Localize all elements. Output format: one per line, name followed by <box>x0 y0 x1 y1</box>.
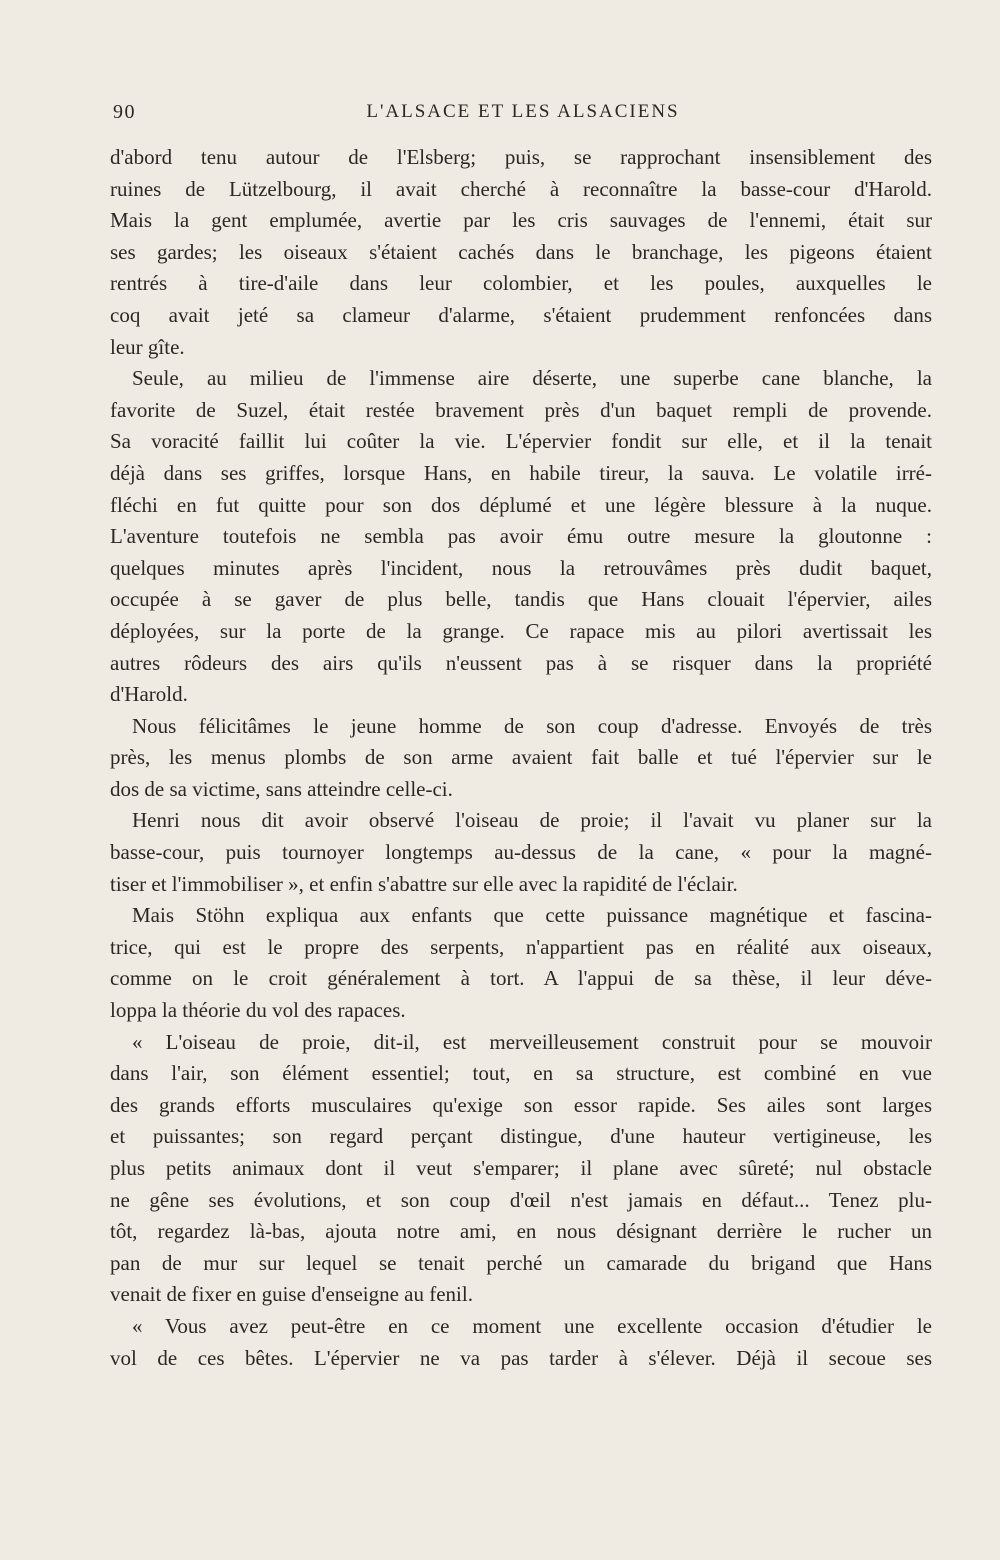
text-line: « Vous avez peut-être en ce moment une excellente occasion d'étudier le <box>132 1313 932 1338</box>
text-line: ses gardes; les oiseaux s'étaient cachés dans le branchage, les pigeons étaient <box>110 239 932 264</box>
text-line: tiser et l'immobiliser », et enfin s'abattre sur elle avec la rapidité de l'éclair. <box>110 871 738 896</box>
text-line: près, les menus plombs de son arme avaient fait balle et tué l'épervier sur le <box>110 745 932 770</box>
text-line: autres rôdeurs des airs qu'ils n'eussent pas à se risquer dans la propriété <box>110 650 932 675</box>
running-head <box>113 101 933 127</box>
text-line: dos de sa victime, sans atteindre celle-ci. <box>110 776 453 801</box>
text-line: Nous félicitâmes le jeune homme de son coup d'adresse. Envoyés de très <box>132 713 932 738</box>
text-line: occupée à se gaver de plus belle, tandis que Hans clouait l'épervier, ailes <box>110 587 932 612</box>
text-line: Seule, au milieu de l'immense aire déserte, une superbe cane blanche, la <box>132 366 932 391</box>
body-text <box>110 142 932 1374</box>
text-line: rentrés à tire-d'aile dans leur colombier, et les poules, auxquelles le <box>110 271 932 296</box>
text-line: d'abord tenu autour de l'Elsberg; puis, se rapprochant insensiblement des <box>110 145 932 169</box>
text-line: tôt, regardez là-bas, ajouta notre ami, en nous désignant derrière le rucher un <box>110 1219 932 1244</box>
text-line: loppa la théorie du vol des rapaces. <box>110 998 406 1023</box>
page-number: 90 <box>113 101 136 123</box>
text-line: « L'oiseau de proie, dit-il, est merveilleusement construit pour se mouvoir <box>132 1029 932 1054</box>
text-line: ruines de Lützelbourg, il avait cherché à reconnaître la basse-cour d'Harold. <box>110 176 932 201</box>
text-line: plus petits animaux dont il veut s'emparer; il plane avec sûreté; nul obstacle <box>110 1156 932 1180</box>
text-line: basse-cour, puis tournoyer longtemps au-dessus de la cane, « pour la magné- <box>110 840 932 865</box>
text-line: déjà dans ses griffes, lorsque Hans, en habile tireur, la sauva. Le volatile irré- <box>110 460 932 485</box>
text-line: venait de fixer en guise d'enseigne au fenil. <box>110 1282 473 1307</box>
text-line: comme on le croit généralement à tort. A l'appui de sa thèse, il leur déve- <box>110 966 932 991</box>
text-line: et puissantes; son regard perçant distingue, d'une hauteur vertigineuse, les <box>110 1124 932 1149</box>
text-line: L'aventure toutefois ne sembla pas avoir ému outre mesure la gloutonne : <box>110 524 932 549</box>
running-title: L'ALSACE ET LES ALSACIENS <box>366 101 680 122</box>
text-line: dans l'air, son élément essentiel; tout, en sa structure, est combiné en vue <box>110 1061 932 1086</box>
text-line: déployées, sur la porte de la grange. Ce rapace mis au pilori avertissait les <box>110 618 932 643</box>
text-line: Mais la gent emplumée, avertie par les cris sauvages de l'ennemi, était sur <box>110 208 932 233</box>
text-line: favorite de Suzel, était restée bravement près d'un baquet rempli de provende. <box>110 397 932 422</box>
text-line: ne gêne ses évolutions, et son coup d'œil n'est jamais en défaut... Tenez plu- <box>110 1187 932 1212</box>
text-line: vol de ces bêtes. L'épervier ne va pas tarder à s'élever. Déjà il secoue ses <box>110 1345 932 1370</box>
text-line: pan de mur sur lequel se tenait perché un camarade du brigand que Hans <box>110 1250 932 1275</box>
text-line: Henri nous dit avoir observé l'oiseau de proie; il l'avait vu planer sur la <box>132 808 932 833</box>
text-line: quelques minutes après l'incident, nous la retrouvâmes près dudit baquet, <box>110 555 932 580</box>
text-line: Mais Stöhn expliqua aux enfants que cette puissance magnétique et fascina- <box>132 903 932 928</box>
text-line: Sa voracité faillit lui coûter la vie. L'épervier fondit sur elle, et il la tenait <box>110 429 932 454</box>
text-line: des grands efforts musculaires qu'exige son essor rapide. Ses ailes sont larges <box>110 1092 932 1117</box>
text-line: coq avait jeté sa clameur d'alarme, s'étaient prudemment renfoncées dans <box>110 302 932 327</box>
text-line: d'Harold. <box>110 682 188 707</box>
text-line: leur gîte. <box>110 334 185 359</box>
text-line: trice, qui est le propre des serpents, n'appartient pas en réalité aux oiseaux, <box>110 934 932 959</box>
text-line: fléchi en fut quitte pour son dos déplumé et une légère blessure à la nuque. <box>110 492 932 517</box>
